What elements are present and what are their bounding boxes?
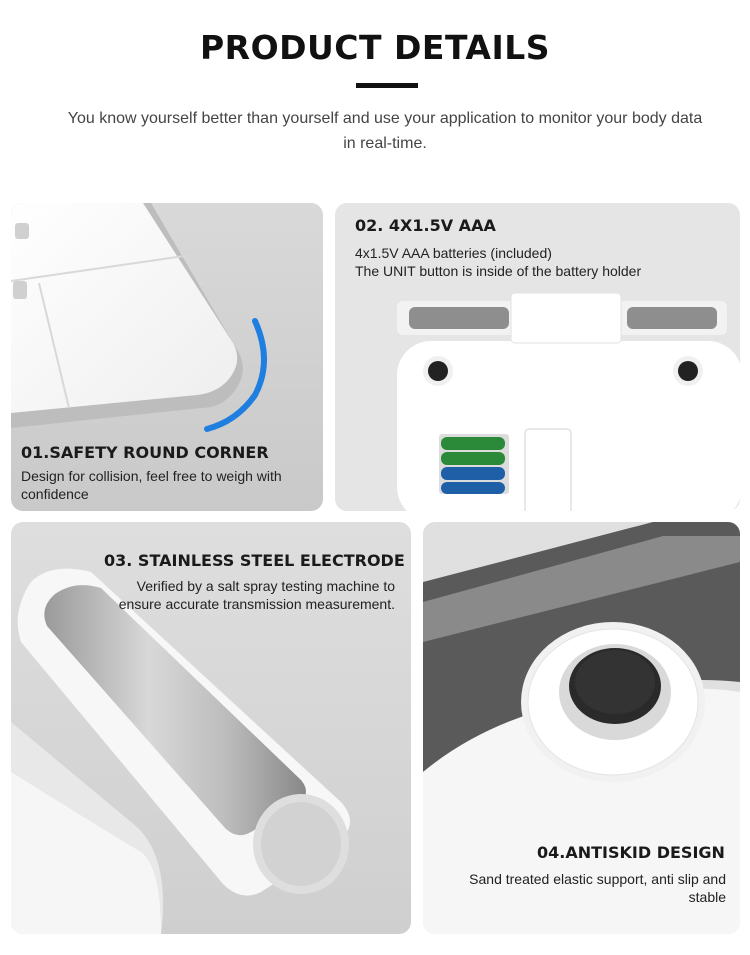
feature-description-line1: 4x1.5V AAA batteries (included) — [355, 245, 552, 261]
feature-description-line2: The UNIT button is inside of the battery holder — [355, 263, 642, 279]
feature-description: Verified by a salt spray testing machine to ensure accurate transmission measurement. — [118, 578, 395, 612]
feature-title: 03. STAINLESS STEEL ELECTRODE — [104, 551, 405, 570]
feature-title: 02. 4X1.5V AAA — [355, 216, 496, 235]
feature-title: 04.ANTISKID DESIGN — [537, 843, 725, 862]
feature-description: Design for collision, feel free to weigh with confidence — [21, 468, 282, 502]
scale-corner-illustration — [11, 203, 323, 511]
battery-pack-icon — [439, 434, 509, 494]
feature-card-electrode — [11, 522, 411, 934]
title-underline — [356, 83, 418, 88]
feature-card-antiskid — [423, 522, 740, 934]
feature-description: Sand treated elastic support, anti slip and stable — [469, 871, 726, 905]
feature-card-safety-corner — [11, 203, 323, 511]
battery-compartment-illustration — [335, 203, 740, 511]
page-subtitle: You know yourself better than yourself and use your application to monitor your body data in real-time. — [67, 110, 703, 152]
feature-title: 01.SAFETY ROUND CORNER — [21, 443, 269, 462]
page-title: PRODUCT DETAILS — [199, 28, 551, 67]
feature-card-batteries — [335, 203, 740, 511]
